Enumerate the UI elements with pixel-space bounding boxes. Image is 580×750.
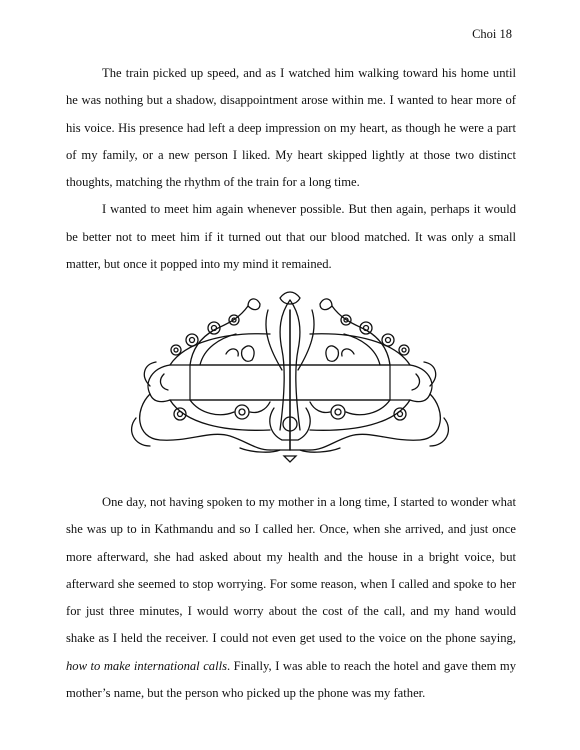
paragraph-3-text-start: One day, not having spoken to my mother in a long time, I started to wonder what she was up to in Kathmandu and so I called her. Once, when she arrived, and just once more afterward, she had asked about my health and the house in a bright voice, but afterward she seemed to stop worrying. For some reason, when I called and spoke to her for just three minutes, I would worry about the cost of the call, and my hand would shake as I held the receiver. I could not even get used to the voice on the phone saying, — [66, 495, 516, 646]
paragraph-2: I wanted to meet him again whenever possible. But then again, perhaps it would be better not to meet him if it turned out that our blood matched. It was only a small matter, but once it popped into my mind it remained. — [66, 202, 516, 272]
body-text-bottom — [66, 489, 516, 707]
art-nouveau-floral-divider-icon — [130, 290, 450, 468]
italic-phrase: how to make international calls — [66, 658, 227, 673]
body-text-top — [66, 60, 516, 278]
paragraph-3 — [66, 489, 516, 707]
running-head: Choi 18 — [472, 27, 512, 41]
paragraph-1: The train picked up speed, and as I watched him walking toward his home until he was nothing but a shadow, disappointment arose within me. I wanted to hear more of his voice. His presence had left a deep impression on my heart, as though he were a part of my family, or a new person I liked. My heart skipped lightly at those two distinct thoughts, matching the rhythm of the train for a long time. — [66, 66, 516, 190]
paragraph-3-text-end: . Finally, I was able to reach the hotel and gave them my mother’s name, but the person who picked up the phone was my father. — [66, 658, 516, 701]
